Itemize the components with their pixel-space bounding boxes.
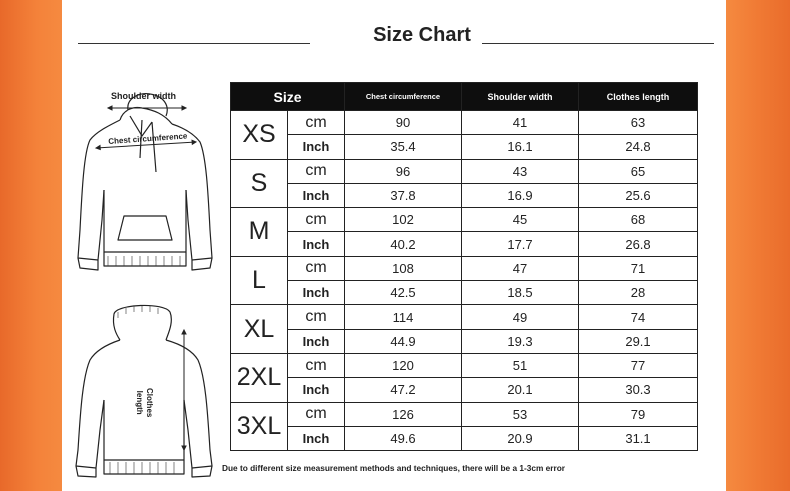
unit-cm: cm xyxy=(288,111,345,135)
unit-inch: Inch xyxy=(288,329,345,353)
table-row xyxy=(231,281,698,305)
shoulder-cm: 49 xyxy=(462,305,579,329)
shoulder-cm: 45 xyxy=(462,208,579,232)
shoulder-inch: 18.5 xyxy=(462,281,579,305)
shoulder-inch: 16.9 xyxy=(462,183,579,207)
chest-cm: 114 xyxy=(345,305,462,329)
table-row xyxy=(231,208,698,232)
size-label: XL xyxy=(231,305,288,354)
shoulder-inch: 20.9 xyxy=(462,426,579,450)
size-label: S xyxy=(231,159,288,208)
unit-inch: Inch xyxy=(288,378,345,402)
length-cm: 65 xyxy=(579,159,698,183)
shoulder-cm: 53 xyxy=(462,402,579,426)
table-row xyxy=(231,402,698,426)
chest-cm: 108 xyxy=(345,256,462,280)
header-length: Clothes length xyxy=(579,83,698,111)
table-row xyxy=(231,305,698,329)
shoulder-inch: 20.1 xyxy=(462,378,579,402)
unit-inch: Inch xyxy=(288,426,345,450)
length-inch: 30.3 xyxy=(579,378,698,402)
table-row xyxy=(231,111,698,135)
clothes-length-label-line1: Clothes xyxy=(145,388,154,418)
unit-cm: cm xyxy=(288,208,345,232)
unit-inch: Inch xyxy=(288,281,345,305)
chest-inch: 37.8 xyxy=(345,183,462,207)
table-row xyxy=(231,329,698,353)
length-cm: 74 xyxy=(579,305,698,329)
shoulder-inch: 17.7 xyxy=(462,232,579,256)
right-orange-border xyxy=(726,0,790,491)
header-shoulder: Shoulder width xyxy=(462,83,579,111)
chest-inch: 49.6 xyxy=(345,426,462,450)
left-orange-border xyxy=(0,0,62,491)
shoulder-cm: 43 xyxy=(462,159,579,183)
shoulder-cm: 47 xyxy=(462,256,579,280)
table-row xyxy=(231,353,698,377)
unit-cm: cm xyxy=(288,353,345,377)
header-size: Size xyxy=(231,83,345,111)
chest-inch: 42.5 xyxy=(345,281,462,305)
table-body xyxy=(231,111,698,451)
chest-circumference-label: Chest circumference xyxy=(108,131,188,146)
clothes-length-label-line2: length xyxy=(135,390,144,415)
chest-cm: 90 xyxy=(345,111,462,135)
table-header-row xyxy=(231,83,698,111)
table-row xyxy=(231,232,698,256)
length-inch: 25.6 xyxy=(579,183,698,207)
size-chart-panel xyxy=(62,0,726,491)
header-chest: Chest circumference xyxy=(345,83,462,111)
length-inch: 31.1 xyxy=(579,426,698,450)
title-rule-right xyxy=(482,43,714,44)
chest-inch: 44.9 xyxy=(345,329,462,353)
table-row xyxy=(231,378,698,402)
shoulder-inch: 19.3 xyxy=(462,329,579,353)
hoodie-front-illustration xyxy=(68,80,218,280)
clothes-length-label xyxy=(134,388,154,417)
table-row xyxy=(231,159,698,183)
unit-inch: Inch xyxy=(288,183,345,207)
unit-inch: Inch xyxy=(288,232,345,256)
table-row xyxy=(231,183,698,207)
size-label: 3XL xyxy=(231,402,288,451)
length-inch: 24.8 xyxy=(579,135,698,159)
size-label: M xyxy=(231,208,288,257)
chest-inch: 35.4 xyxy=(345,135,462,159)
length-inch: 26.8 xyxy=(579,232,698,256)
table-row xyxy=(231,426,698,450)
unit-cm: cm xyxy=(288,305,345,329)
size-label: 2XL xyxy=(231,353,288,402)
length-inch: 28 xyxy=(579,281,698,305)
length-cm: 79 xyxy=(579,402,698,426)
size-table xyxy=(230,82,698,451)
title-rule-left xyxy=(78,43,310,44)
chest-inch: 47.2 xyxy=(345,378,462,402)
length-inch: 29.1 xyxy=(579,329,698,353)
table-row xyxy=(231,256,698,280)
shoulder-width-label: Shoulder width xyxy=(111,91,176,101)
unit-cm: cm xyxy=(288,159,345,183)
length-cm: 63 xyxy=(579,111,698,135)
unit-cm: cm xyxy=(288,256,345,280)
shoulder-cm: 51 xyxy=(462,353,579,377)
unit-inch: Inch xyxy=(288,135,345,159)
measurement-error-note: Due to different size measurement methods and techniques, there will be a 1-3cm error xyxy=(222,463,566,473)
length-cm: 77 xyxy=(579,353,698,377)
page-title: Size Chart xyxy=(373,24,471,46)
chest-cm: 120 xyxy=(345,353,462,377)
size-label: L xyxy=(231,256,288,305)
length-cm: 68 xyxy=(579,208,698,232)
shoulder-cm: 41 xyxy=(462,111,579,135)
chest-cm: 96 xyxy=(345,159,462,183)
shoulder-inch: 16.1 xyxy=(462,135,579,159)
unit-cm: cm xyxy=(288,402,345,426)
chest-inch: 40.2 xyxy=(345,232,462,256)
table-row xyxy=(231,135,698,159)
size-label: XS xyxy=(231,111,288,160)
chest-cm: 126 xyxy=(345,402,462,426)
length-cm: 71 xyxy=(579,256,698,280)
chest-cm: 102 xyxy=(345,208,462,232)
